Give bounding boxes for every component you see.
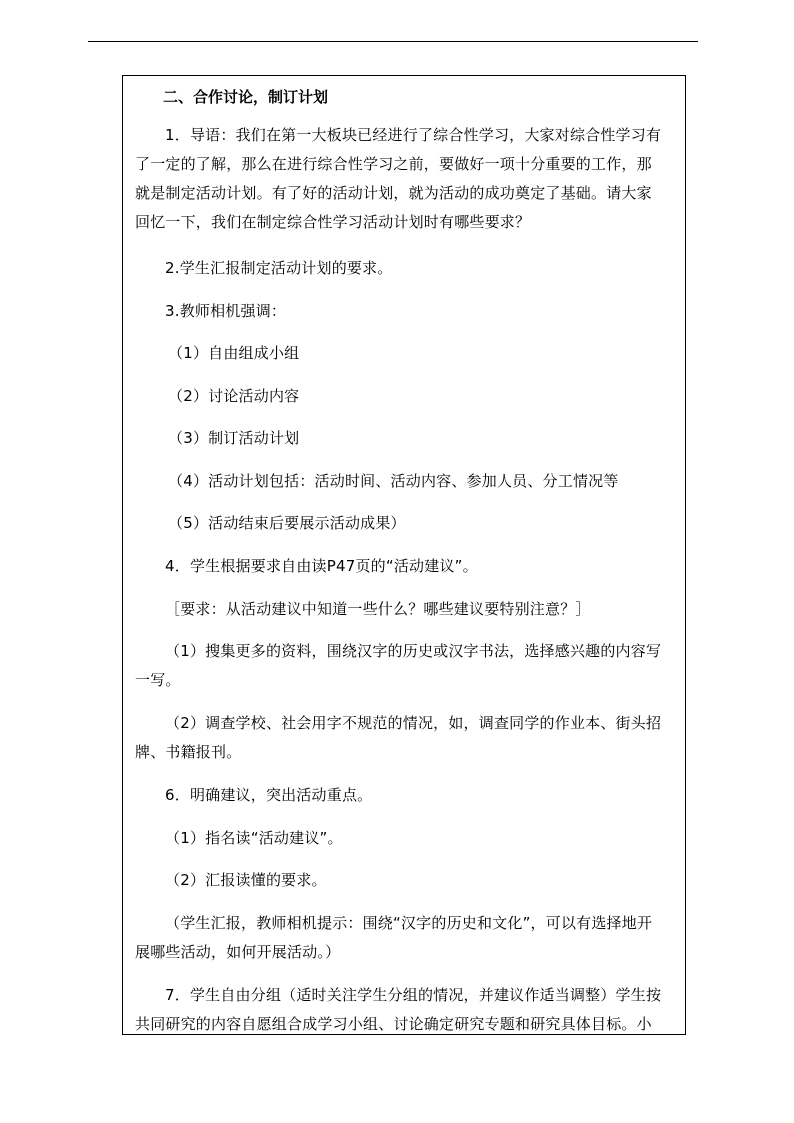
text-line: 共同研究的内容自愿组合成学习小组、讨论确定研究专题和研究具体目标。小 — [135, 1015, 652, 1033]
requirement-item: （3）制订活动计划 — [168, 429, 300, 447]
text-line: 回忆一下，我们在制定综合性学习活动计划时有哪些要求？ — [135, 213, 531, 231]
text-line: 了一定的了解，那么在进行综合性学习之前，要做好一项十分重要的工作，那 — [135, 155, 652, 173]
text-line: 展哪些活动，如何开展活动。） — [135, 943, 341, 961]
clarify-item: （1）指名读“活动建议”。 — [165, 829, 343, 847]
header-rule — [88, 41, 698, 42]
text-line: 7．学生自由分组（适时关注学生分组的情况，并建议作适当调整）学生按 — [165, 986, 662, 1004]
text-line: 1．导语：我们在第一大板块已经进行了综合性学习，大家对综合性学习有 — [165, 126, 662, 144]
paragraph-read-suggestions: 4．学生根据要求自由读P47页的“活动建议”。 — [165, 557, 478, 575]
section-heading: 二、合作讨论，制订计划 — [163, 88, 329, 106]
text-line: （2）调查学校、社会用字不规范的情况，如，调查同学的作业本、街头招 — [165, 714, 662, 732]
paragraph-demand: ［要求：从活动建议中知道一些什么？哪些建议要特别注意？］ — [165, 600, 591, 618]
requirement-item: （4）活动计划包括：活动时间、活动内容、参加人员、分工情况等 — [168, 472, 619, 490]
paragraph-grouping — [135, 981, 677, 1035]
text-line: 就是制定活动计划。有了好的活动计划，就为活动的成功奠定了基础。请大家 — [135, 184, 652, 202]
paragraph-teacher-emphasis: 3.教师相机强调： — [165, 302, 287, 320]
suggestion-item — [135, 709, 677, 767]
text-line: 牌、书籍报刊。 — [135, 743, 242, 761]
text-line: （学生汇报，教师相机提示：围绕“汉字的历史和文化”，可以有选择地开 — [165, 914, 653, 932]
paragraph-student-report: 2.学生汇报制定活动计划的要求。 — [165, 259, 393, 277]
requirement-item: （2）讨论活动内容 — [168, 387, 300, 405]
text-line: （1）搜集更多的资料，围绕汉字的历史或汉字书法，选择感兴趣的内容写 — [165, 642, 662, 660]
requirement-item: （5）活动结束后要展示活动成果） — [168, 514, 406, 532]
paragraph-intro — [135, 121, 677, 237]
text-line: 一写。 — [135, 671, 181, 689]
clarify-item: （2）汇报读懂的要求。 — [165, 871, 327, 889]
suggestion-item — [135, 637, 677, 695]
paragraph-note — [135, 909, 677, 967]
content-box — [122, 75, 686, 1035]
paragraph-clarify: 6．明确建议，突出活动重点。 — [165, 786, 373, 804]
requirement-item: （1）自由组成小组 — [168, 344, 300, 362]
